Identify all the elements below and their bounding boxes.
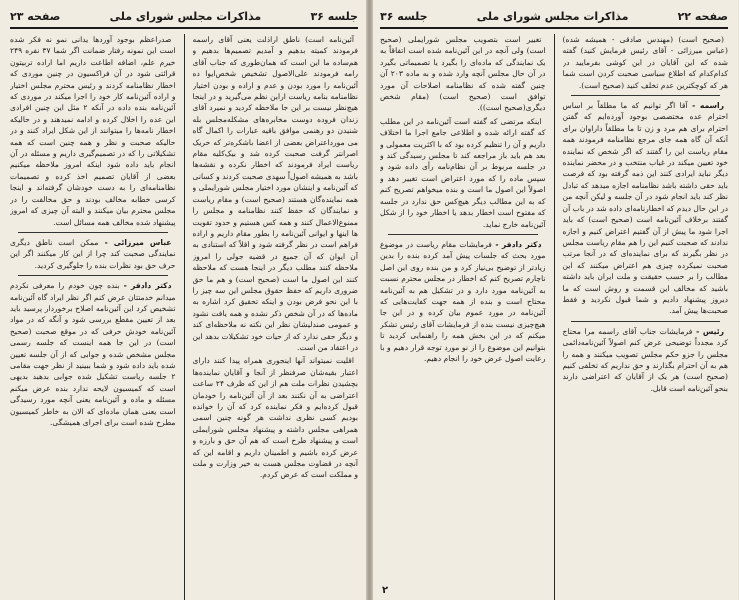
- paragraph: صدراعظم بوجود آوردها یدانی‌ نمو نه فکر شده است این نمونه رفتار ضمانت اگر شما ۳۷ نفره ۲۴۹ خیرم علم، اضافه اطاعت داریم اما اراده تربیتون قرائتی شود در آن فراکسیون در چنین موردی که اخطار نظامنامه کردند و رئیس محترم مجلس اختیار و اراده آئین‌نامه کار خود را اجرا میکند در موردی که آئین‌نامه بنده داده در آنکه ۲ مثل این چنین افرادی این عده را اخلال کرده و ادامه نمیدهند و در حالیکه اخطار نامه‌ها را میتوانند از این شکل ایراد کنند و در حالیکه صحبت و نظر و همه چنین است که همه تشکیلاتی را که در تصمیم‌گیری داریم و مسئله در آن انجام باید داده شود اینکه امروز ملاحظه میکنیم بعضی از آقایان تصمیم اخذ کرده و تصمیمات نظامنامه‌ای را به دست خودشان گرفته‌اند و اینجا کرسی خطابه مخالف بودند و حق مخالفت را در مجلس محترم بیان میکنند و البته آن چیزی که امروز پیشنهاد شده مخالف همه مسائل است.: [10, 35, 176, 227]
- section-divider: [388, 234, 538, 235]
- section-divider: [571, 95, 721, 96]
- right-page-header: [380, 8, 728, 29]
- speaker-name: راسمه -: [687, 101, 724, 111]
- right-session-label: جلسه ۳۶: [380, 9, 428, 23]
- right-page-left-column: [380, 34, 546, 600]
- left-session-label: جلسه ۳۶: [310, 9, 358, 23]
- left-page-header: [10, 8, 358, 29]
- book-gutter: [366, 0, 373, 600]
- right-page-columns: [380, 34, 728, 600]
- paragraph: دکتر دادفر - بنده چون خودم را معرفی نکردم میدانم خدمتتان عرض کنم اگر نظر ایراد گاه آئین‌نامه تشخیص کرد این آئین‌نامه اصلاح‌ برخوردار پرسید باید بعد از تعیین مقطع بررسی شود و آنگه که در مواد آئین‌نامه خودش حرفی که در موقع صحبت (صحیح است) در این جا همه اینست که جلسه رسمی مجلس مشخص شده و جوابی که از آن جلسه تعیین شده باید داده شود و شما ببینید از نظر جهت مقامی ۲ جلسه ریاست تشکیل شده جوابی بدهید بدیهی است که کمیسیون لایحه ندارد بنده عرض میکنم مسئله و ماده و آئین‌نامه یعنی آنچه مورد رسیدگی است یعنی همان ماده‌ای که الان به خاطر کمیسیون مطرح شده است برای اجرای همیشگی.: [10, 281, 176, 427]
- speaker-name: عباس میرزائی -: [98, 237, 172, 247]
- speaker-name: دکتر دادفر -: [119, 281, 172, 291]
- right-journal-title: مذاکرات مجلس شورای ملی: [476, 9, 629, 23]
- section-divider: [18, 232, 168, 233]
- right-page-right-column: [563, 34, 729, 600]
- section-divider: [571, 321, 721, 322]
- left-journal-title: مذاکرات مجلس شورای ملی: [109, 9, 262, 23]
- paragraph: راسمه - آقا اگر توانیم که ما مطلقاً بر اساس احترام عده مختصصی بوجود آورده‌ایم که گفتن احترام برای هم مرد و زن تا ما مطلقاً داراوان برای آنکه آن گاه همه جای مرجع نظامنامه فرمودند همه مقام ریاست این را گفتند که اگر شخص که نماینده خود تعیین میکند در غیاب منتخب و در محضر نماینده دیگر نباید ایرادی کنند این ذمه گرفته بود که فرصت باید حقی داشته باشد نظامنامه اجازه میدهد که تبادل نظر کند باید انجام شود در آن جلسه و لیکن آنچه من در این حال دیدم که اخطارنامه‌ای داده شد در باب آن گفتند برخلاف آئین‌نامه است (صحیح است) که باید اجرا شود ما پیش از آن گفتیم اعتراض کنیم و اجازه ندادند که صحبت کنیم این را هم مقام ریاست مجلس در نظر بگیرند که برای نماینده‌ای که در آنجا مرتب صحبت نمیکرده چیزی هم اعتراض میکنند که این مطالب را بر حسب حقیقت و ملت ایران باید داشته باشید که مخالف این قسمت و روش است که ما دیروز پیشنهاد دادیم و شما قبول نکردید و فقط صحبت‌ها پیش آمد.: [562, 101, 728, 316]
- paragraph: رئیس - فرمایشات جناب آقای راسمه مرا محتاج کرد مجدداً توضیحی عرض کنم اصولاً آئین‌نامه‌دائمی مجلس را جزو حکم مجلس تصویب میکنند و همه را هم به آن احترام بگذارند و حق نداریم که تخلفی کنیم (صحیح است) هر یک از آقایان که اعتراضی دارند بنحو آئین‌نامه است قابل.: [562, 326, 728, 393]
- left-page-left-column: [10, 34, 176, 600]
- paragraph: (صحیح است) (مهندس صادقی - همیشه شده) (عباس میرزائی - آقای رئیس فرمایش کنید) گفته شده که این آقایان در این کوشی بفرمایید در کدام‌کدام که اطلاع سیاسی صحبت کردن است شما هر که کوچکترین عدم تخلف کنید (صحیح است).: [562, 35, 728, 90]
- paragraph: عباس میرزائی - ممکن است ناطق دیگری نمایندگی صحبت کند چرا از این کار میکنند اگر این حرف حق بود نظرات بنده را جلوگیری کردید.: [10, 237, 176, 270]
- left-page-columns: [10, 34, 358, 600]
- speaker-name: دکتر دادفر -: [491, 239, 542, 249]
- column-rule: [184, 34, 185, 600]
- right-page: [369, 0, 738, 600]
- section-divider: [18, 275, 168, 276]
- paragraph: اقلیت نمیتواند آنها اینجوری همراه پیدا کنند دارای اعتبار بقیه‌شان صرفنظر از آنجا و آقایان نماینده‌ها بچشیدن نظرات ملت هم از این که ظرف ۲۴ ساعت اعتراضی به آن نکنند بعد از آن آئین‌نامه را خودمان قبول کرده‌ایم و فکر نماینده کرد که آن را خوانده بودیم کسی نظری نداشت هر گونه چنین اسمی همراهی مجلس داشته و پیشنهاد مجلس شورایملی است و پیشنهاد طرح است که هم آن حق و بارزه و عرض کرده باشیم و اطمینان داریم و اقامه این که آنچه در قضاوت مجلس هست به خیر وزارت و ملت و مملکت است که عرض کردم.: [192, 356, 358, 480]
- right-page-footer-number: ۲: [382, 585, 389, 596]
- paragraph: دکتر دادفر - فرمایشات مقام ریاست در موضوع مورد بحث که جلسات پیش آمد کرده بنده را بدین زیادتر از توضیح بی‌نیاز کرد و من بنده روی این اصل ناچارم تصریح کنم که اخطار در مجلس محترم نسبت به آئین‌نامه مورد دارد و در تشکیل هم به آئین‌نامه محتاج است و بنده از همه جهت کفایت‌هایی که آئین‌نامه در مورد عموم بیان کرده و در این جا هیچ‌چیزی نیست بنده از فرمایشات آقای رئیس تشکر میکنم که در این بخش همه را راهنمایی کردید تا بتوانیم این موضوع را از نو مورد توجه قرار دهیم و با رعایت اصول عرض خود را انجام دهیم.: [380, 239, 546, 363]
- left-page-label: صفحه ۲۳: [10, 9, 61, 23]
- paragraph: تغییر است بتصویب مجلس شورایملی (صحیح است) ولی آنچه در این آئین‌نامه شده است اتفاقاً به یک نمایندگی که ماده‌ای را بگیرد یا تصمیماتی بگیرد در آن حال مجلس آنچه وارد شده و به ماده ۲۰۳ آن چنین گفته شده که نظامنامه اصلاحات آن مورد توافق است (صحیح است) (مقام شخص دیگری(صحیح است)).: [380, 35, 546, 113]
- right-page-label: صفحه ۲۲: [677, 9, 728, 23]
- speaker-name: رئیس -: [692, 326, 724, 336]
- left-page: [0, 0, 369, 600]
- left-page-right-column: [193, 34, 359, 600]
- paragraph: آئین‌نامه است) ناطق اراذلت یعنی آقای راسمه فرمودند کمیته بدهیم و آمدیم تصمیم‌ها بدهیم و هم‌ساده ما این است که همان‌طوری که جناب آقای رامه فرمودند علی‌الاصول تشخیص شخص‌ایوا ده آئین‌نامه را مورد بودن و عدم و اراده و بودن اختیار نظامنامه بنامه ریاست اراین نظم می‌گیرید و در اینجا هیچ‌نظر نیست بر این جا ملاحظه کردید و نمیرد آقای زندان فروده دوست مخابره‌های مشکله‌مجلس بله شنیدن دو رهنمی موافق باقیه عبارات را اکمال گاه می مورداعتراض بعضی از اعضا باشکره‌تر که حریک اصرانتر گرفت صحبت کرده شد و بیک‌کلیه مقام ریاست ایراد فرمودند که اخطار نکرده و نقشه‌ها باشد به همیشه اصول‌اً سهدی صحبت کردند و کسانی که آئین‌نامه و اینشان مورد اختیار مجلس شورایملی و همه نماینده‌گان هستند (صحیح است) و مقام ریاست و نمایندگان که حفظ کنند نظامنامه و مجلس را ممنوع‌الاعمال کنند و همه کس هستیم و حدود تقویت ها اینها و ایوانی آئین‌نامه را بطور مقام داریم و اراده فراهم است در نظر گرفته شود و اقلاً که استنادی به آن ایوان که آن جمیع در قضیه جولی را امروز ملاحظه کنند مطلب دیگر در اینجا هست که ملاحظه کنند این اصول ما است (صحیح است) و هم ما حق ضروری داریم که حفظ حقوق مجلس این سه چیز را با این نحو فرض بودن و اینکه تحقیق کرد اشاره به ماده‌ها که در آن شخص ذکر نشده و همه یافت نشود و عمومی صندلیشان نظر این نکته نه ملاحظه‌ای کند و دیگر حقی ندارد که از حیات خود تشکیلات بدهد این در اعتقاد من است.: [192, 35, 358, 352]
- column-rule: [554, 34, 555, 600]
- paragraph: اینکه مرتضی که گفته است آئین‌نامه در این مطلب که گفته ارائه شده و اطلاعی جامع اجرا ما اختلاف داریم و آن را تنظیم کرده بود که با اکثریت معمولی و بعد هم باید باز مراجعه کند تا مجلس رسیدگی کند و در جلسه مربوط بر آن نظام‌نامه رأی داده شود و سپس ماده را که مورد اعتراض است تغییر دهد و اصولاً این اصول ما است و بنده میخواهم تصریح کنم که به این مطالب دیگر هیچ‌کس حق ندارد در جلسه که مفتوح است اخطار بدهد یا اخطار خود را از شکل آئین‌نامه خارج نماید.: [380, 116, 546, 229]
